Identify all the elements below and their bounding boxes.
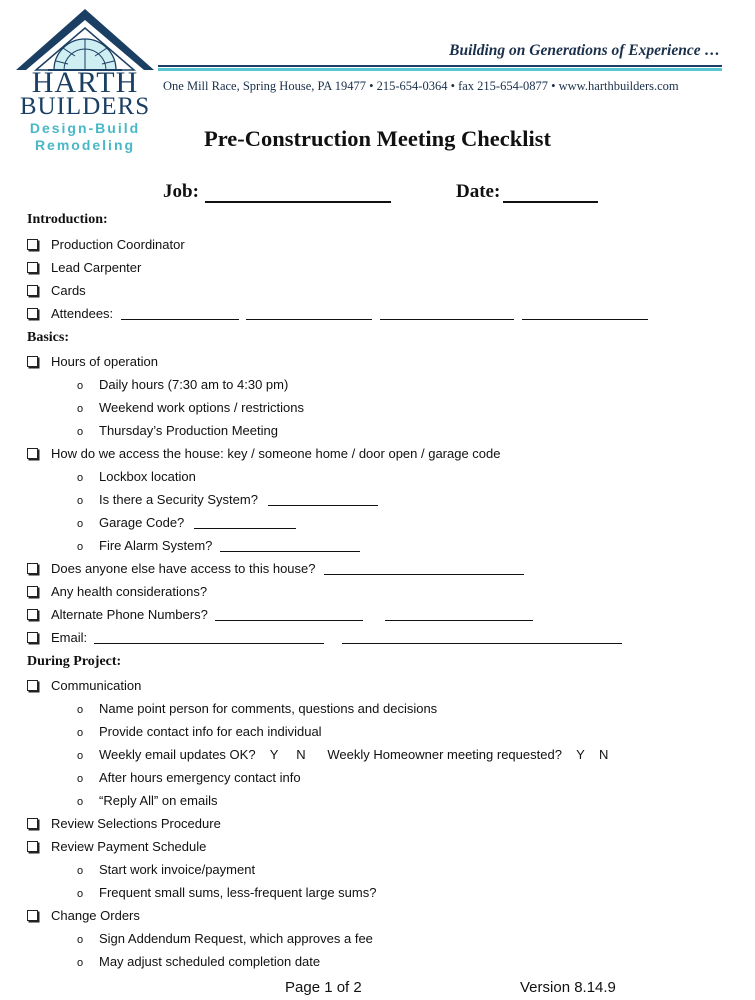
bullet-icon: o — [76, 472, 84, 484]
list-item: o Frequent small sums, less-frequent large sums? — [76, 885, 377, 900]
bullet-icon: o — [76, 957, 84, 969]
checklist-item: Communication — [27, 678, 141, 693]
bullet-icon: o — [76, 727, 84, 739]
checklist-item: Alternate Phone Numbers? — [27, 607, 533, 622]
list-item: o Garage Code? — [75, 515, 296, 530]
checklist-item: How do we access the house: key / someone home / door open / garage code — [27, 446, 501, 461]
fire-alarm-line[interactable] — [220, 539, 360, 552]
header-rule-dark — [158, 65, 722, 67]
bullet-icon: o — [76, 865, 84, 877]
bullet-icon: o — [76, 773, 84, 785]
checklist-item: Email: — [27, 630, 622, 645]
page-title: Pre-Construction Meeting Checklist — [203, 126, 552, 151]
checklist-item: Production Coordinator — [27, 237, 185, 252]
list-item: o Weekend work options / restrictions — [76, 400, 304, 415]
checkbox[interactable] — [27, 308, 38, 319]
bullet-icon: o — [76, 380, 84, 392]
section-basics: Basics: — [27, 330, 69, 345]
checkbox[interactable] — [27, 239, 38, 250]
checkbox[interactable] — [27, 818, 38, 829]
date-field-line[interactable] — [503, 201, 598, 203]
list-item: o Daily hours (7:30 am to 4:30 pm) — [76, 377, 289, 392]
list-item: o Name point person for comments, questions and decisions — [76, 701, 438, 716]
list-item: o Start work invoice/payment — [76, 862, 256, 877]
garage-code-line[interactable] — [194, 516, 296, 529]
job-field-line[interactable] — [205, 201, 391, 203]
checkbox[interactable] — [27, 841, 38, 852]
list-item: o Is there a Security System? — [75, 492, 378, 507]
list-item: o Weekly email updates OK? Y N Weekly Homeowner meeting requested? Y N — [76, 747, 609, 762]
bullet-icon: o — [76, 888, 84, 900]
checkbox[interactable] — [27, 586, 38, 597]
attendee-line[interactable] — [380, 307, 514, 320]
bullet-icon: o — [76, 704, 84, 716]
job-label: Job: — [163, 181, 199, 202]
checkbox[interactable] — [27, 609, 38, 620]
phone-line[interactable] — [385, 608, 533, 621]
bullet-icon: o — [76, 796, 84, 808]
checkbox[interactable] — [27, 356, 38, 367]
checkbox[interactable] — [27, 262, 38, 273]
bullet-icon: o — [76, 934, 84, 946]
list-item: o After hours emergency contact info — [76, 770, 301, 785]
checklist-item-attendees: Attendees: — [27, 306, 648, 321]
list-item: o Sign Addendum Request, which approves a fee — [76, 931, 373, 946]
checkbox[interactable] — [27, 680, 38, 691]
bullet-icon: o — [76, 426, 84, 438]
page-number: Page 1 of 2 — [285, 979, 362, 996]
checkbox[interactable] — [27, 910, 38, 921]
attendee-line[interactable] — [121, 307, 239, 320]
checklist-item: Lead Carpenter — [27, 260, 141, 275]
phone-line[interactable] — [215, 608, 363, 621]
others-access-line[interactable] — [324, 562, 524, 575]
checklist-item: Review Selections Procedure — [27, 816, 221, 831]
list-item: o “Reply All” on emails — [76, 793, 218, 808]
checklist-item: Change Orders — [27, 908, 140, 923]
list-item: o Thursday’s Production Meeting — [76, 423, 278, 438]
logo-word-builders: BUILDERS — [19, 93, 151, 120]
attendee-line[interactable] — [522, 307, 648, 320]
bullet-icon: o — [76, 403, 84, 415]
email-line[interactable] — [342, 631, 622, 644]
checkbox[interactable] — [27, 448, 38, 459]
logo-design-build: Design-Build — [29, 120, 141, 136]
version-label: Version 8.14.9 — [520, 979, 616, 996]
checklist-item: Any health considerations? — [27, 584, 207, 599]
attendee-line[interactable] — [246, 307, 372, 320]
logo-remodeling: Remodeling — [34, 137, 136, 153]
company-tagline: Building on Generations of Experience … — [449, 42, 720, 59]
checklist-item: Does anyone else have access to this house? — [27, 561, 524, 576]
checkbox[interactable] — [27, 563, 38, 574]
house-roof-icon — [10, 6, 160, 74]
logo-word-harth: HARTH — [31, 66, 139, 99]
list-item: o Provide contact info for each individual — [76, 724, 322, 739]
checklist-item: Cards — [27, 283, 86, 298]
list-item: o Lockbox location — [76, 469, 196, 484]
email-line[interactable] — [94, 631, 324, 644]
bullet-icon: o — [76, 750, 84, 762]
section-introduction: Introduction: — [27, 212, 108, 227]
bullet-icon: o — [76, 541, 84, 553]
checkbox[interactable] — [27, 285, 38, 296]
checklist-item: Hours of operation — [27, 354, 158, 369]
header-rule-light — [158, 68, 722, 71]
date-label: Date: — [456, 181, 501, 202]
list-item: o Fire Alarm System? — [75, 538, 360, 553]
section-during-project: During Project: — [27, 654, 122, 669]
bullet-icon: o — [76, 495, 84, 507]
company-contact-line: One Mill Race, Spring House, PA 19477 • 215-654-0364 • fax 215-654-0877 • www.harthbuilders.com — [163, 79, 679, 93]
checklist-item: Review Payment Schedule — [27, 839, 206, 854]
list-item: o May adjust scheduled completion date — [76, 954, 321, 969]
security-line[interactable] — [268, 493, 378, 506]
checkbox[interactable] — [27, 632, 38, 643]
bullet-icon: o — [76, 518, 84, 530]
